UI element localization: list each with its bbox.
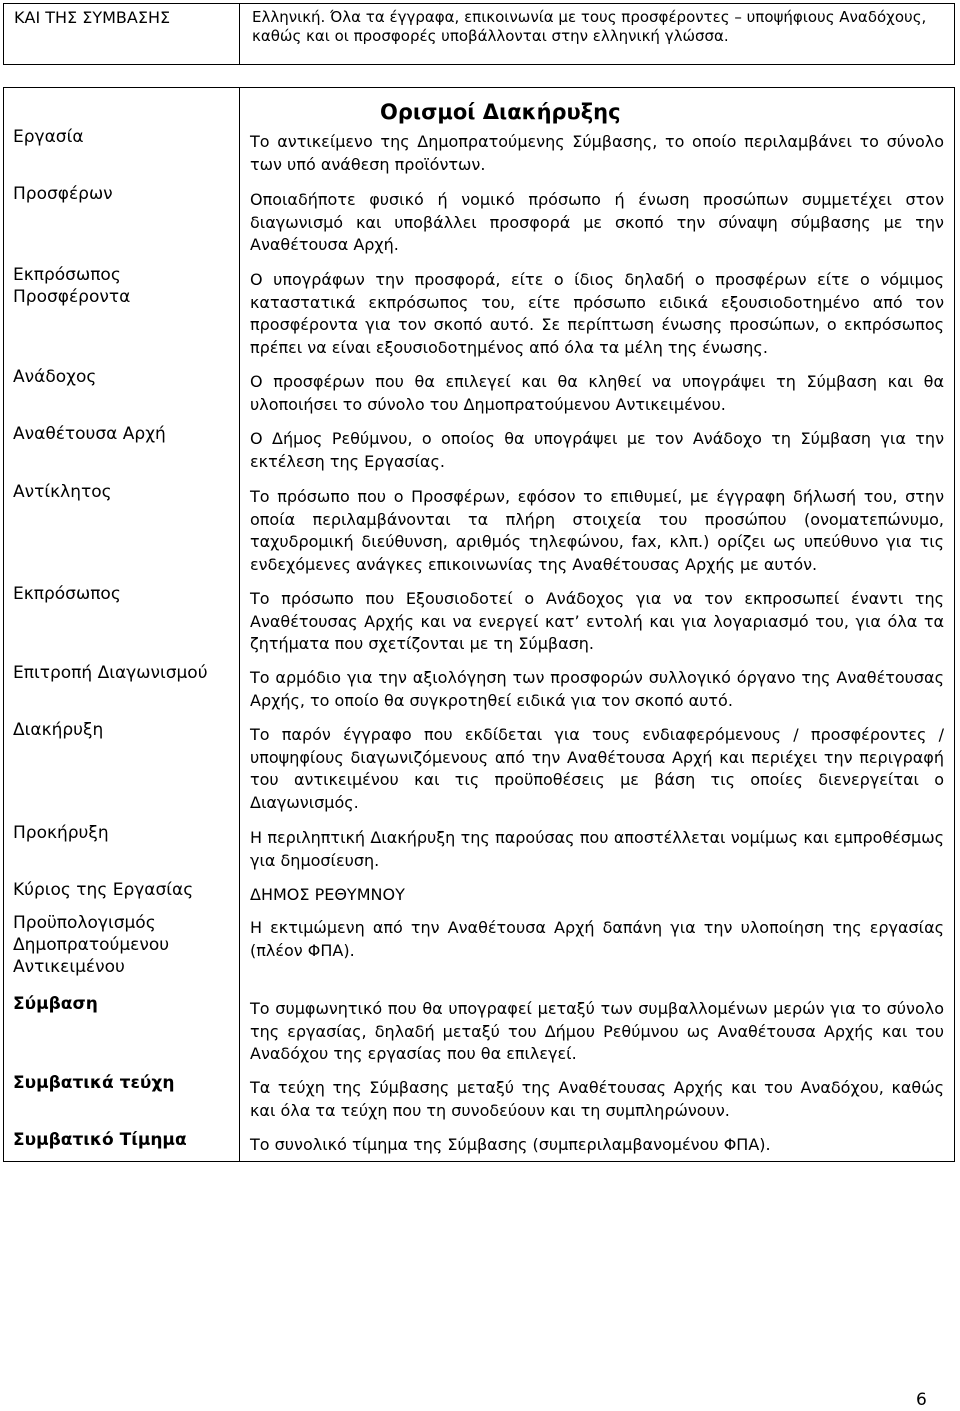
term-symvatiko-timima: Συμβατικό Τίμημα [13, 1130, 187, 1150]
page-number: 6 [916, 1390, 927, 1410]
definition-ergasia: Το αντικείμενο της Δημοπρατούμενης Σύμβασης, το οποίο περιλαμβάνει το σύνολο των υπό ανάθεση προϊόντων. [250, 132, 944, 174]
definition-ekprosopos: Το πρόσωπο που Εξουσιοδοτεί ο Ανάδοχος για να τον εκπροσωπεί έναντι της Αναθέτουσας Αρχής και να ενεργεί κατ’ εντολή και για λογαριασμό του, για όλα τα ζητήματα που σχετίζονται με τη Σύμβαση. [250, 589, 944, 653]
section-heading: Ορισμοί Διακήρυξης [380, 100, 621, 124]
column-divider [239, 88, 240, 1161]
term-anadochos: Ανάδοχος [13, 367, 97, 387]
column-divider [239, 4, 240, 64]
definition-symvasi: Το συμφωνητικό που θα υπογραφεί μεταξύ των συμβαλλομένων μερών για το σύνολο της εργασίας, δηλαδή μεταξύ του Δήμου Ρεθύμνου ως Αναθέτουσα Αρχής και του Αναδόχου της εργασίας που θα επιλεγεί. [250, 999, 944, 1063]
term-kyrios-ergasias: Κύριος της Εργασίας [13, 880, 194, 900]
term-ekprosopos-prosferonta: Εκπρόσωπος Προσφέροντα [13, 265, 131, 307]
definition-antikletos: Το πρόσωπο που ο Προσφέρων, εφόσον το επιθυμεί, με έγγραφη δήλωσή του, στην οποία περιλαμβάνονται τα πλήρη στοιχεία του προσώπου (ονοματεπώνυμο, ταχυδρομική διεύθυνση, αριθμός τηλεφώνου, fax, κλπ.) ορίζει ως υπεύθυνο για τις ενδεχόμενες ανάγκες επικοινωνίας της Αναθέτουσας Αρχής με αυτόν. [250, 487, 944, 574]
definition-epitropi-diagonismou: Το αρμόδιο για την αξιολόγηση των προσφορών συλλογικό όργανο της Αναθέτουσας Αρχής, το οποίο θα συγκροτηθεί ειδικά για τον σκοπό αυτό. [250, 668, 944, 710]
term-prosferon: Προσφέρων [13, 184, 113, 204]
top-term: ΚΑΙ ΤΗΣ ΣΥΜΒΑΣΗΣ [14, 8, 171, 27]
definition-prosferon: Οποιαδήποτε φυσικό ή νομικό πρόσωπο ή ένωση προσώπων συμμετέχει στον διαγωνισμό και υποβάλλει προσφορά με σκοπό την σύναψη σύμβασης με την Αναθέτουσα Αρχή. [250, 190, 944, 254]
definition-symvatika-teyxi: Τα τεύχη της Σύμβασης μεταξύ της Αναθέτουσας Αρχής και του Αναδόχου, καθώς και όλα τα τεύχη που τη συνοδεύουν και τη συμπληρώνουν. [250, 1078, 944, 1120]
term-antikletos: Αντίκλητος [13, 482, 112, 502]
definition-diakiryxi: Το παρόν έγγραφο που εκδίδεται για τους ενδιαφερόμενους / προσφέροντες / υποψηφίους διαγωνιζόμενους από την Αναθέτουσα Αρχή και περιέχει την περιγραφή του αντικειμένου και τις προϋποθέσεις με βάση τις οποίες διενεργείται ο Διαγωνισμός. [250, 725, 944, 812]
definition-anathetousa-archi: Ο Δήμος Ρεθύμνου, ο οποίος θα υπογράψει με τον Ανάδοχο τη Σύμβαση για την εκτέλεση της Εργασίας. [250, 429, 944, 471]
definition-symvatiko-timima: Το συνολικό τίμημα της Σύμβασης (συμπεριλαμβανομένου ΦΠΑ). [250, 1135, 771, 1154]
definition-kyrios-ergasias: ΔΗΜΟΣ ΡΕΘΥΜΝΟΥ [250, 885, 405, 904]
definition-anadochos: Ο προσφέρων που θα επιλεγεί και θα κληθεί να υπογράψει τη Σύμβαση και θα υλοποιήσει το σύνολο του Δημοπρατούμενου Αντικειμένου. [250, 372, 944, 414]
definition-proypologismos: Η εκτιμώμενη από την Αναθέτουσα Αρχή δαπάνη για την υλοποίηση της εργασίας (πλέον ΦΠΑ). [250, 918, 944, 960]
term-diakiryxi: Διακήρυξη [13, 720, 104, 740]
term-symvasi: Σύμβαση [13, 994, 98, 1014]
term-epitropi-diagonismou: Επιτροπή Διαγωνισμού [13, 663, 208, 683]
definition-prokiryxi: Η περιληπτική Διακήρυξη της παρούσας που αποστέλλεται νομίμως και εμπροθέσμως για δημοσίευση. [250, 828, 944, 870]
top-definition: Ελληνική. Όλα τα έγγραφα, επικοινωνία με τους προσφέροντες – υποψήφιους Αναδόχους, καθώς και οι προσφορές υποβάλλονται στην ελληνική γλώσσα. [252, 8, 927, 45]
definition-ekprosopos-prosferonta: Ο υπογράφων την προσφορά, είτε ο ίδιος δηλαδή ο προσφέρων είτε ο νόμιμος καταστατικά εκπρόσωπος του, είτε πρόσωπο ειδικά εξουσιοδοτημένο από τον προσφέροντα για τον σκοπό αυτό. Σε περίπτωση ένωσης προσώπων, ο εκπρόσωπος πρέπει να είναι εξουσιοδοτημένος από όλα τα μέλη της ένωσης. [250, 270, 944, 357]
term-ekprosopos: Εκπρόσωπος [13, 584, 121, 604]
term-prokiryxi: Προκήρυξη [13, 823, 109, 843]
top-table [3, 3, 955, 65]
term-proypologismos: Προϋπολογισμός Δημοπρατούμενου Αντικειμένου [13, 913, 170, 977]
term-anathetousa-archi: Αναθέτουσα Αρχή [13, 424, 166, 444]
term-symvatika-teyxi: Συμβατικά τεύχη [13, 1073, 175, 1093]
term-ergasia: Εργασία [13, 127, 84, 147]
